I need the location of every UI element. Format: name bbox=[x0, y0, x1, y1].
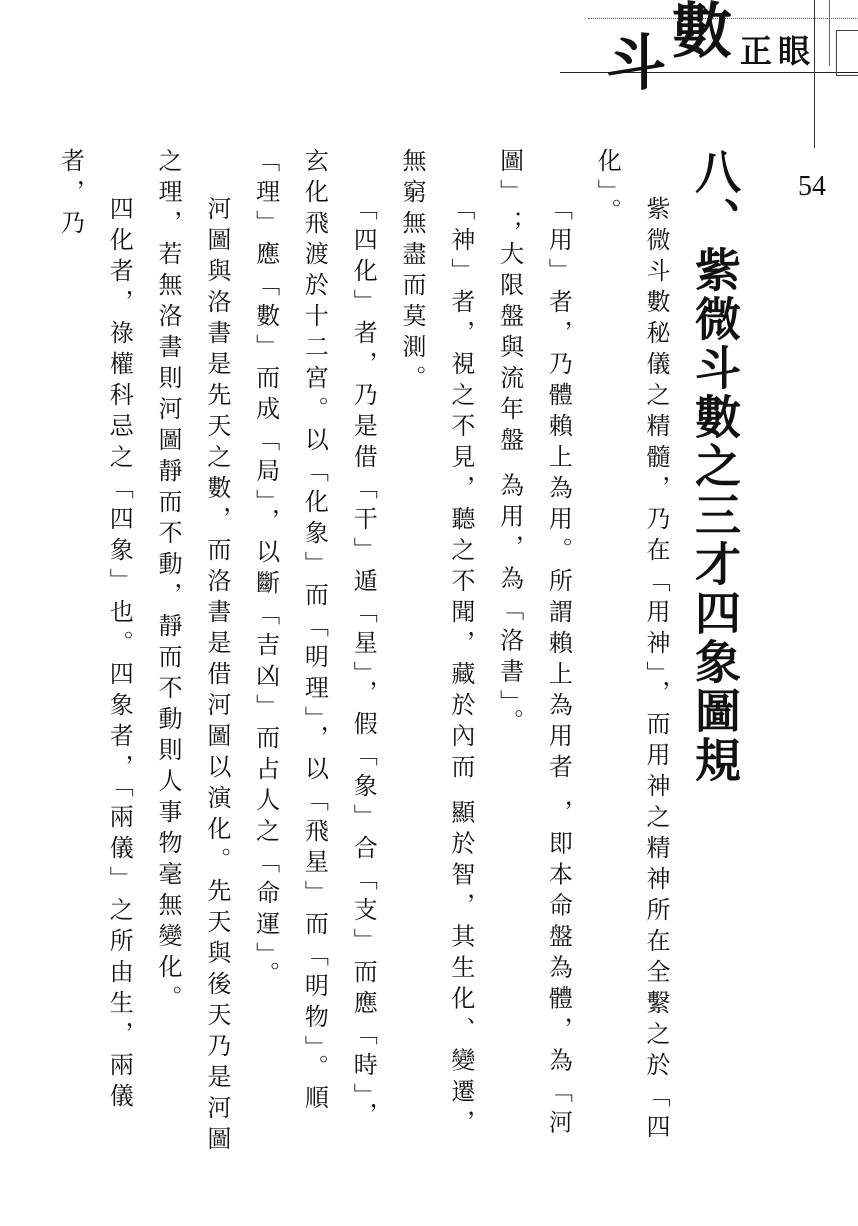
paragraph-1: 紫微斗數秘儀之精髓，乃在「用神」，而用神之精神所在全繫之於「四化」。 bbox=[593, 148, 670, 1145]
header-frame bbox=[836, 30, 858, 76]
article-body bbox=[56, 148, 750, 1158]
paragraph-2: 「用」者，乃體賴上為用。所謂賴上為用者 ，即本命盤為體，為「河圖」；大限盤與流年盤 為用，為「洛書」。 bbox=[495, 148, 573, 1141]
brand-char-zheng: 正 bbox=[740, 32, 773, 70]
paragraph-4: 「四化」者，乃是借「干」遁「星」，假「象」合「支」而應「時」，玄化飛渡於十二宮。以「化象」而「明理」，以「飛星」而「明物」。順「理」應「數」而成「局」，以斷「吉凶」而占人之「命運」。 bbox=[251, 148, 378, 1133]
header-vertical-rule-2 bbox=[829, 0, 830, 66]
paragraph-6: 四化者，祿權科忌之「四象」也。四象者，「兩儀」之所由生，兩儀者，乃 bbox=[56, 148, 134, 1114]
brand-char-yan: 眼 bbox=[778, 32, 811, 70]
brand-char-shu: 數 bbox=[672, 0, 732, 67]
brand-char-dou: 斗 bbox=[606, 29, 666, 99]
paragraph-3: 「神」者，視之不見，聽之不聞，藏於內而 顯於智，其生化、變遷，無窮無盡而莫測。 bbox=[398, 148, 475, 1141]
page-number: 54 bbox=[798, 171, 826, 202]
section-title: 八、紫微斗數之三才四象圖規 bbox=[688, 148, 742, 785]
paragraph-5: 河圖與洛書是先天之數，而洛書是借河圖以演化。先天與後天乃是河圖之理，若無洛書則河圖靜而不動，靜而不動則人事物毫無變化。 bbox=[154, 148, 231, 1157]
header-vertical-rule bbox=[814, 0, 815, 148]
